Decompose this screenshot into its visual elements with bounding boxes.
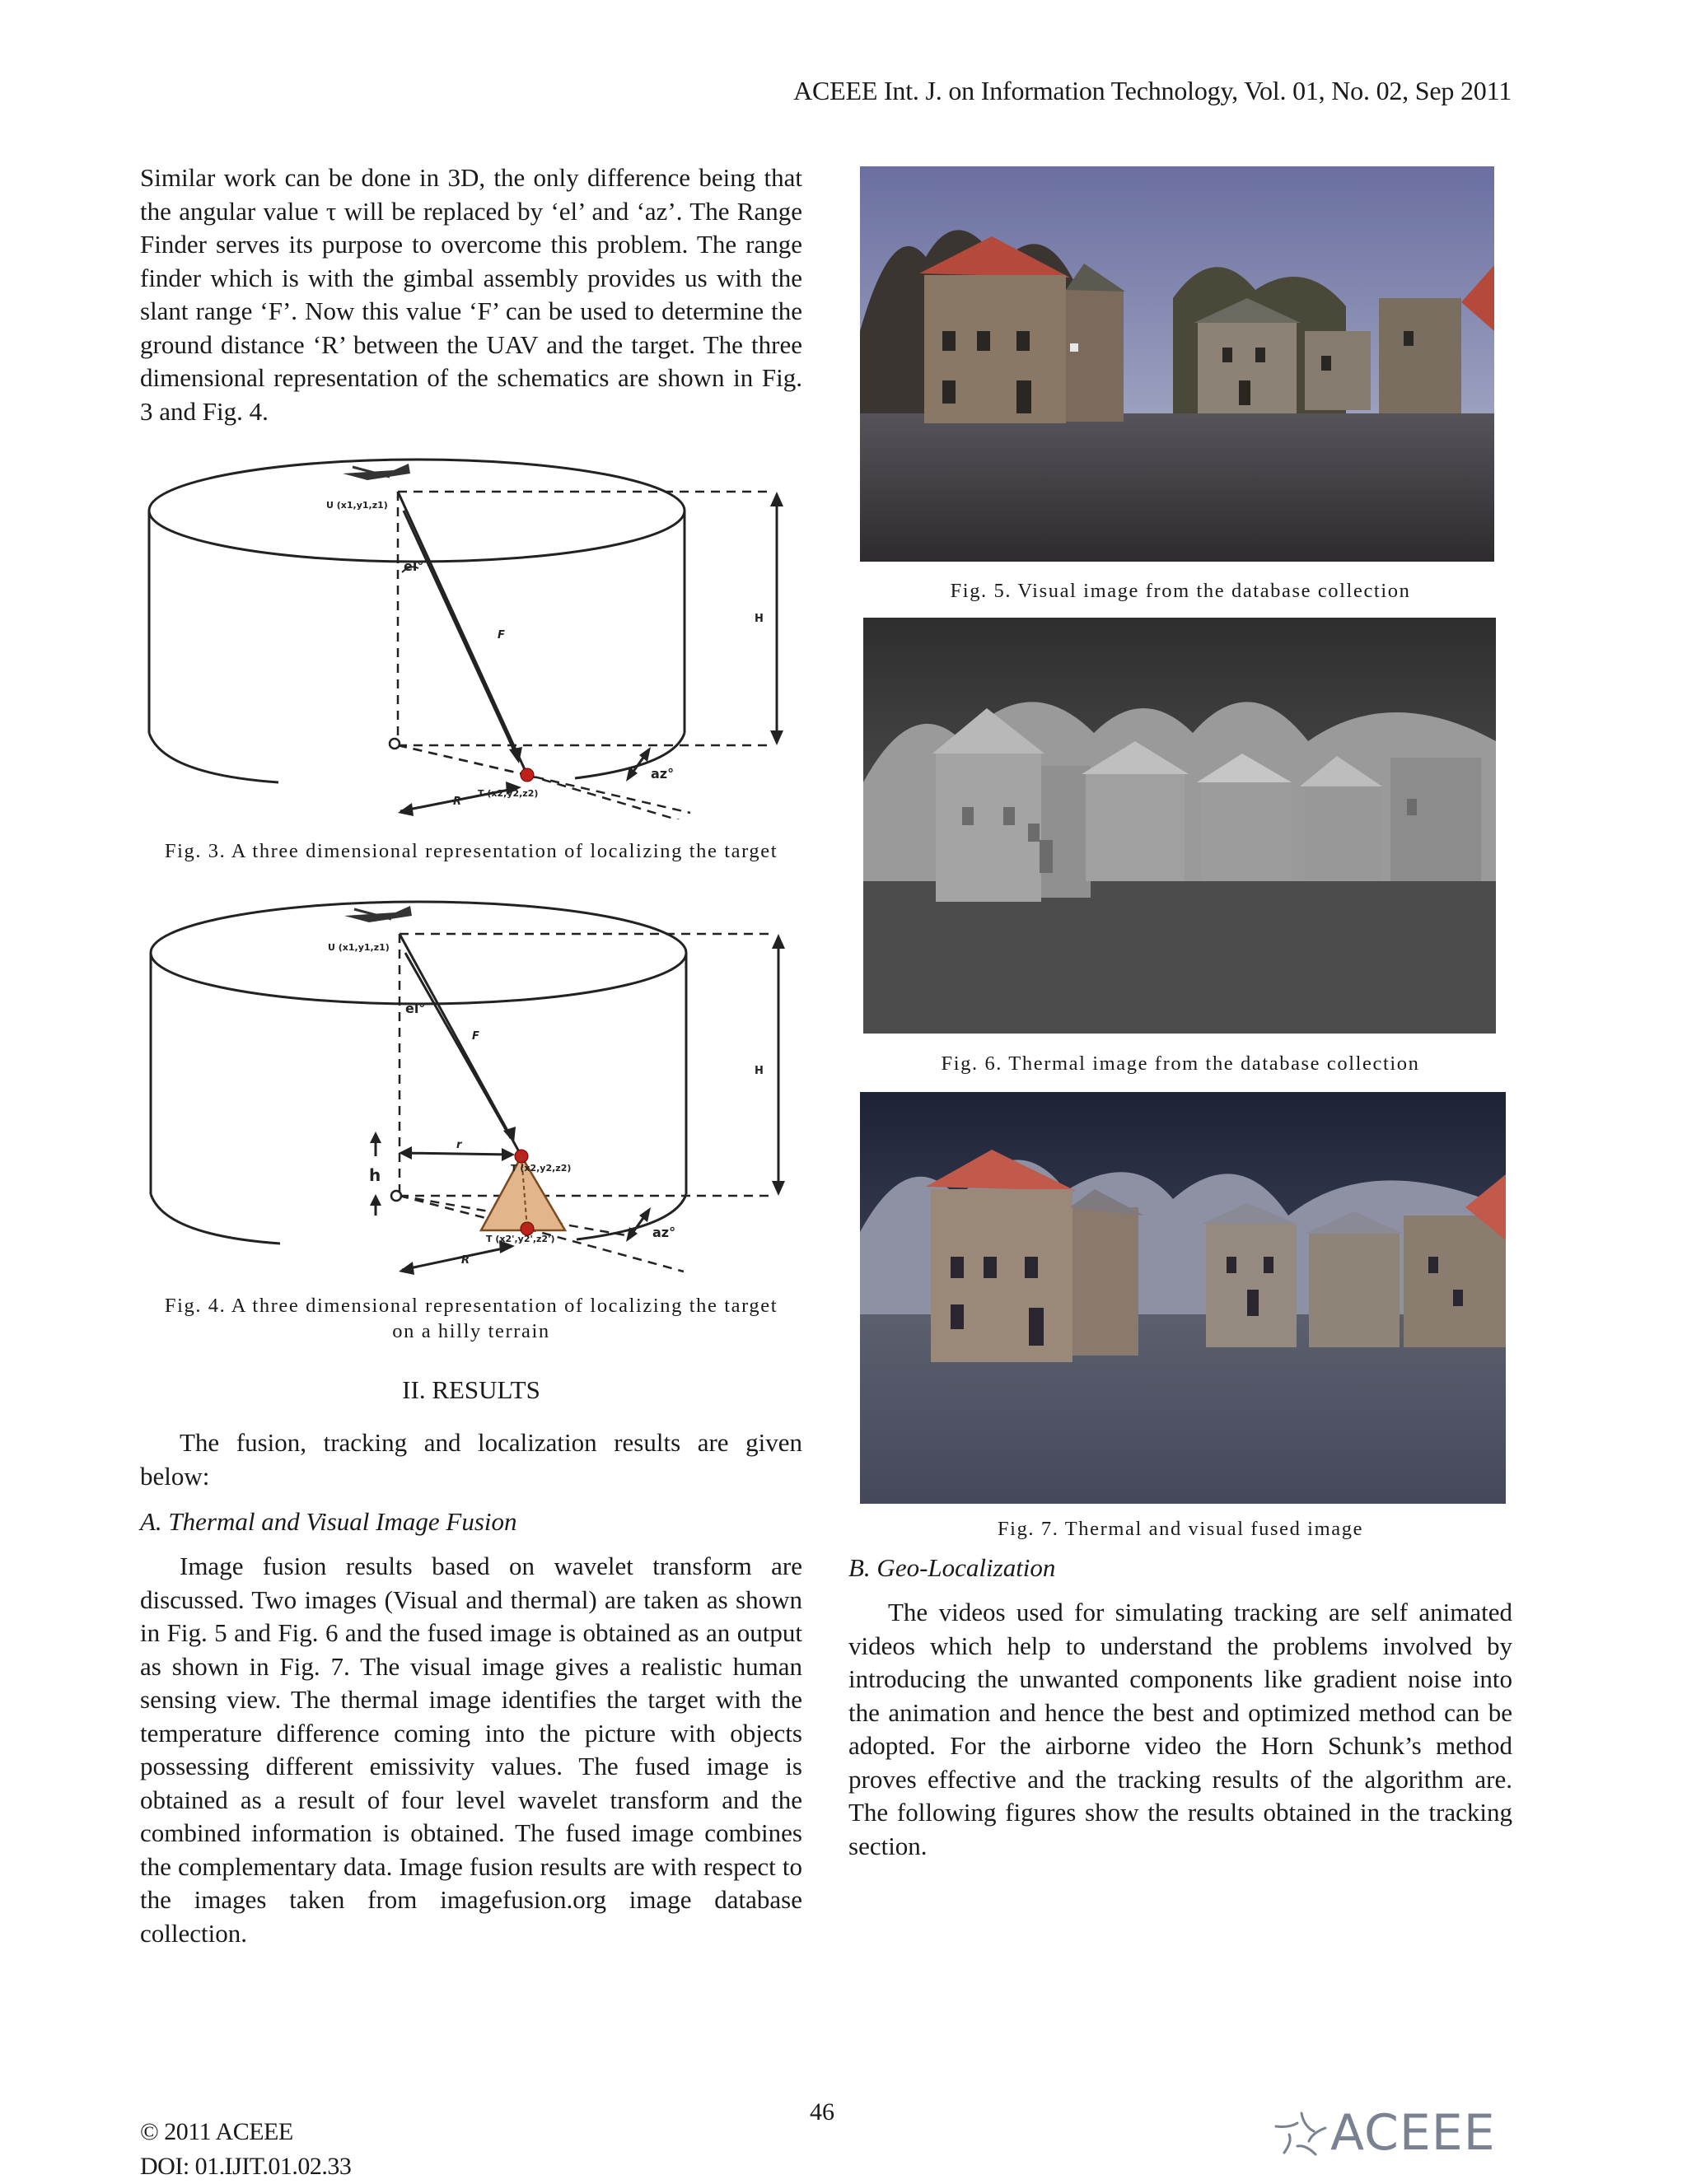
fig3-label-r: R [453,796,462,808]
fig3-label-target: T (x2,y2,z2) [478,788,539,799]
fig4-label-h-small: h [369,1165,381,1185]
fig4-label-uav: U (x1,y1,z1) [328,942,390,953]
fig4-label-el: el° [405,1001,426,1016]
fig6-thermal-image [863,618,1496,1034]
fig5-visual-image [860,166,1494,562]
fig3-label-h: H [755,613,764,625]
fig5-caption: Fig. 5. Visual image from the database collection [950,580,1411,602]
subsection-b-heading: B. Geo-Localization [848,1553,1056,1582]
logo-text: ACEEE [1330,2104,1496,2162]
results-intro: The fusion, tracking and localization results are given below: [140,1428,802,1491]
subsection-a-paragraph: Image fusion results based on wavelet transform are discussed. Two images (Visual and thermal) are taken as shown in Fig. 5 and Fig. 6 and the fused image is obtained as an output as shown in Fig. 7. The visual image gives a realistic human sensing view. The thermal image identifies the target with the temperature difference coming into the picture with objects possessing different emissivity values. The fused image is obtained as a result of four level wavelet transform and the combined information is obtained. The fused image combines the complementary data. Image fusion results are with respect to the images taken from imagefusion.org image database collection. [140,1552,802,1948]
fig4-label-r: R [461,1254,470,1267]
footer-info [140,2115,351,2184]
figure-4-diagram [148,891,807,1278]
fig3-label-el: el° [404,558,424,574]
fig4-label-h-big: H [755,1065,764,1077]
fig4-label-f: F [472,1030,479,1043]
fig3-label-f: F [498,629,505,642]
fig3-label-uav: U (x1,y1,z1) [326,500,388,511]
fig4-label-r-small: r [456,1139,462,1151]
fig6-caption: Fig. 6. Thermal image from the database collection [941,1052,1420,1075]
star-icon [1273,2108,1330,2158]
running-header: ACEEE Int. J. on Information Technology, Vol. 01, No. 02, Sep 2011 [793,76,1512,105]
fig4-caption [140,1293,802,1344]
intro-paragraph: Similar work can be done in 3D, the only difference being that the angular value τ will be replaced by ‘el’ and ‘az’. The Range Finder serves its purpose to overcome this problem. The range finder which is with the gimbal assembly provides us with the slant range ‘F’. Now this value ‘F’ can be used to determine the ground distance ‘R’ between the UAV and the target. The three dimensional representation of the schematics are shown in Fig. 3 and Fig. 4. [140,163,802,426]
fig4-caption-line1: Fig. 4. A three dimensional representation of localizing the target [164,1295,778,1317]
subsection-b-paragraph: The videos used for simulating tracking are self animated videos which help to understand the problems involved by introducing the unwanted components like gradient noise into the animation and hence the best and optimized method can be adopted. For the airborne video the Horn Schunk’s method proves effective and the tracking results of the algorithm are. The following figures show the results obtained in the tracking section. [848,1598,1512,1860]
subsection-a-heading: A. Thermal and Visual Image Fusion [140,1507,517,1536]
fig4-label-target2: T (x2',y2',z2') [486,1234,555,1244]
fig4-label-target: T (x2,y2,z2) [511,1163,572,1174]
aceee-logo [1273,2104,1496,2162]
fig3-caption: Fig. 3. A three dimensional representation of localizing the target [164,840,778,862]
fig7-caption: Fig. 7. Thermal and visual fused image [997,1518,1364,1540]
page-number: 46 [810,2098,834,2126]
results-heading: II. RESULTS [402,1375,540,1404]
fig4-caption-line2: on a hilly terrain [392,1320,550,1342]
footer-copyright: © 2011 ACEEE [140,2118,293,2145]
fig3-label-az: az° [651,766,675,782]
figure-3-diagram [147,449,806,819]
footer-doi: DOI: 01.IJIT.01.02.33 [140,2153,352,2180]
fig7-fused-image [860,1092,1506,1504]
fig4-label-az: az° [652,1225,676,1240]
